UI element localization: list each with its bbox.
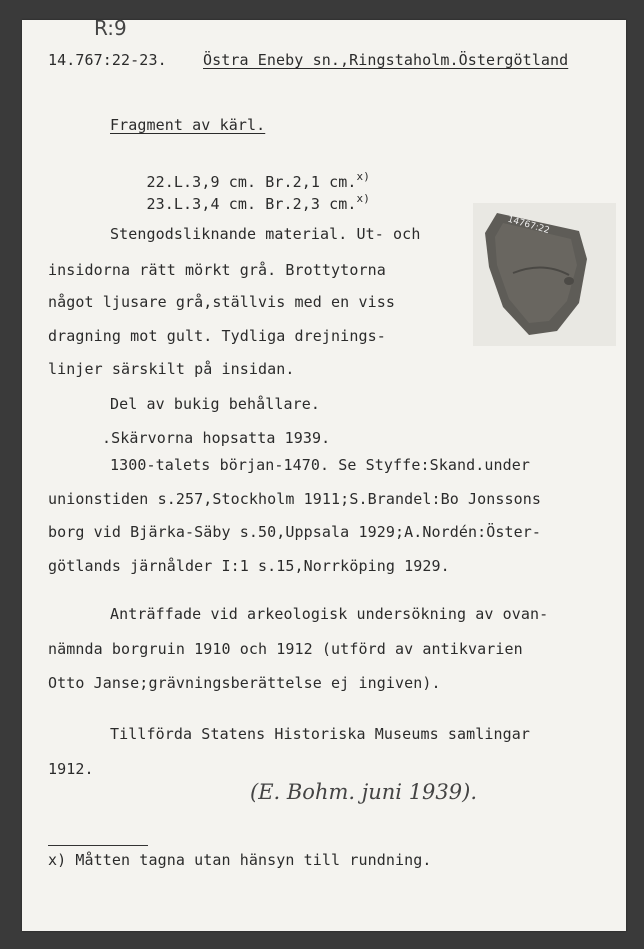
description-line: götlands järnålder I:1 s.15,Norrköping 1929.: [48, 557, 450, 575]
shard-label: 14767:22: [506, 214, 551, 237]
footnote-mark: x): [356, 170, 370, 183]
catalog-number: 14.767:22-23.: [48, 51, 167, 69]
excavation-line: Otto Janse;grävningsberättelse ej ingiven).: [48, 674, 441, 692]
description-line: Del av bukig behållare.: [110, 395, 321, 413]
description-line: 1300-talets början-1470. Se Styffe:Skand.under: [110, 456, 531, 474]
excavation-line: nämnda borgruin 1910 och 1912 (utförd av antikvarien: [48, 640, 523, 658]
description-line: borg vid Bjärka-Säby s.50,Uppsala 1929;A.Nordén:Öster-: [48, 523, 542, 541]
shard-image: [473, 203, 616, 346]
description-line: något ljusare grå,ställvis med en viss: [48, 293, 395, 311]
description-line: dragning mot gult. Tydliga drejnings-: [48, 327, 386, 345]
location-heading: Östra Eneby sn.,Ringstaholm.Östergötland: [203, 51, 569, 69]
excavation-line: Anträffade vid arkeologisk undersökning av ovan-: [110, 605, 549, 623]
accession-line: 1912.: [48, 760, 94, 778]
handwritten-signature: (E. Bohm. juni 1939).: [250, 780, 478, 804]
description-line: Stengodsliknande material. Ut- och: [110, 225, 421, 243]
description-line: linjer särskilt på insidan.: [48, 360, 295, 378]
description-line: unionstiden s.257,Stockholm 1911;S.Brandel:Bo Jonssons: [48, 490, 542, 508]
shard-photo: [473, 203, 616, 346]
item-title: Fragment av kärl.: [110, 116, 266, 134]
measurement-line: [110, 172, 370, 231]
catalog-card: [22, 16, 626, 931]
accession-line: Tillförda Statens Historiska Museums samlingar: [110, 725, 531, 743]
ref-mark: R:9: [94, 16, 127, 40]
measurement-text: 22.L.3,9 cm. Br.2,1 cm.: [146, 173, 357, 191]
description-line: insidorna rätt mörkt grå. Brottytorna: [48, 261, 386, 279]
footnote-mark: x): [356, 192, 370, 205]
description-line: .Skärvorna hopsatta 1939.: [102, 429, 331, 447]
footnote-text: x) Måtten tagna utan hänsyn till rundning.: [48, 851, 432, 869]
measurement-text: 23.L.3,4 cm. Br.2,3 cm.: [146, 195, 357, 213]
footnote-divider: [48, 845, 148, 846]
